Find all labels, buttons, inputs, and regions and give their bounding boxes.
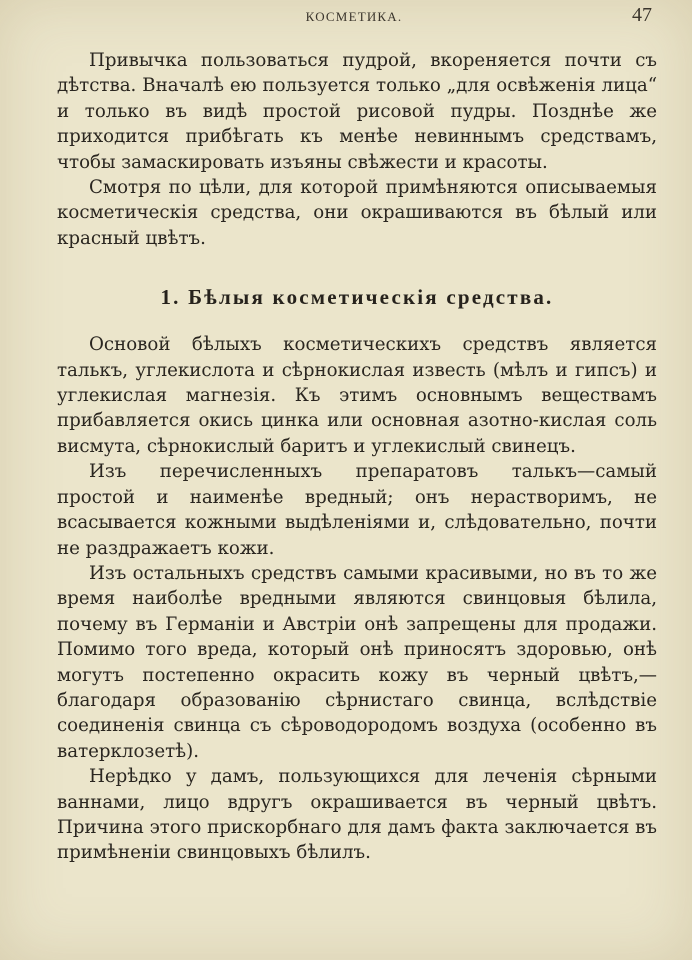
paragraph: Привычка пользоваться пудрой, вкореняется почти съ дѣтства. Вначалѣ ею пользуется только „для освѣженія лица“ и только въ видѣ простой рисовой пудры. Позднѣе же приходится прибѣгать къ менѣе невиннымъ средствамъ, чтобы замаскировать изъяны свѣжести и красоты. [57, 50, 657, 173]
body-text [57, 48, 657, 866]
running-head: КОСМЕТИКА. [305, 9, 403, 24]
paragraph: Смотря по цѣли, для которой примѣняются описываемыя косметическія средства, они окрашиваются въ бѣлый или красный цвѣтъ. [57, 177, 657, 249]
paragraph: Нерѣдко у дамъ, пользующихся для леченія сѣрными ваннами, лицо вдругъ окрашивается въ черный цвѣтъ. Причина этого прискорбнаго для дамъ факта заключается въ примѣненіи свинцовыхъ бѣлилъ. [57, 766, 657, 864]
section-heading: 1. Бѣлыя косметическія средства. [160, 285, 554, 310]
paragraph: Изъ перечисленныхъ препаратовъ талькъ—самый простой и наименѣе вредный; онъ нерастворимъ, не всасывается кожными выдѣленіями и, слѣдовательно, почти не раздражаетъ кожи. [57, 461, 657, 559]
page-header [56, 4, 652, 30]
page-number: 47 [632, 4, 652, 26]
paragraph: Изъ остальныхъ средствъ самыми красивыми, но въ то же время наиболѣе вредными являются свинцовыя бѣлила, почему въ Германіи и Австріи онѣ запрещены для продажи. Помимо того вреда, который онѣ приносятъ здоровью, онѣ могутъ постепенно окрасить кожу въ черный цвѣтъ,—благодаря образованію сѣрнистаго свинца, вслѣдствіе соединенія свинца съ сѣроводородомъ воздуха (особенно въ ватерклозетѣ). [57, 562, 657, 762]
paragraph: Основой бѣлыхъ косметическихъ средствъ является талькъ, углекислота и сѣрнокислая известь (мѣлъ и гипсъ) и углекислая магнезія. Къ этимъ основнымъ веществамъ прибавляется окись цинка или основная азотно-кислая соль висмута, сѣрнокислый баритъ и углекислый свинецъ. [57, 334, 657, 457]
